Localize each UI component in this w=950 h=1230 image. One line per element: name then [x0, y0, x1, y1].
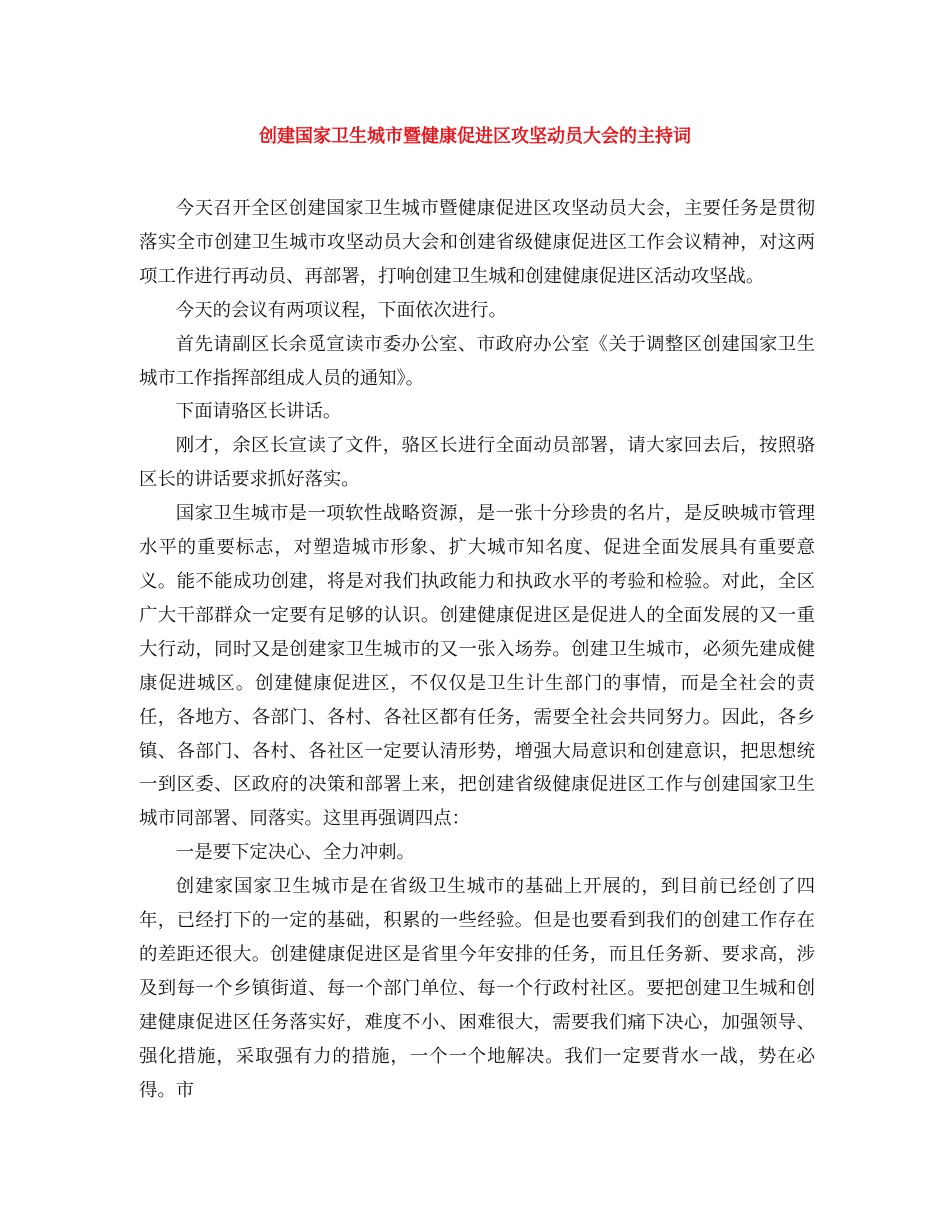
- paragraph: 创建家国家卫生城市是在省级卫生城市的基础上开展的，到目前已经创了四年，已经打下的一定的基础，积累的一些经验。但是也要看到我们的创建工作存在的差距还很大。创建健康促进区是省里今年安排的任务，而且任务新、要求高，涉及到每一个乡镇街道、每一个部门单位、每一个行政村社区。要把创建卫生城和创建健康促进区任务落实好，难度不小、困难很大，需要我们痛下决心，加强领导、强化措施，采取强有力的措施，一个一个地解决。我们一定要背水一战，势在必得。市: [139, 876, 815, 1101]
- paragraph: 今天召开全区创建国家卫生城市暨健康促进区攻坚动员大会，主要任务是贯彻落实全市创建卫生城市攻坚动员大会和创建省级健康促进区工作会议精神，对这两项工作进行再动员、再部署，打响创建卫生城和创建健康促进区活动攻坚战。: [139, 198, 815, 287]
- paragraph: 首先请副区长余觅宣读市委办公室、市政府办公室《关于调整区创建国家卫生城市工作指挥部组成人员的通知》。: [139, 333, 815, 389]
- paragraph: 国家卫生城市是一项软性战略资源，是一张十分珍贵的名片，是反映城市管理水平的重要标志，对塑造城市形象、扩大城市知名度、促进全面发展具有重要意义。能不能成功创建，将是对我们执政能力和执政水平的考验和检验。对此，全区广大干部群众一定要有足够的认识。创建健康促进区是促进人的全面发展的又一重大行动，同时又是创建家卫生城市的又一张入场券。创建卫生城市，必须先建成健康促进城区。创建健康促进区，不仅仅是卫生计生部门的事情，而是全社会的责任，各地方、各部门、各村、各社区都有任务，需要全社会共同努力。因此，各乡镇、各部门、各村、各社区一定要认清形势，增强大局意识和创建意识，把思想统一到区委、区政府的决策和部署上来，把创建省级健康促进区工作与创建国家卫生城市同部署、同落实。这里再强调四点：: [139, 503, 815, 830]
- paragraph: 下面请骆区长讲话。: [175, 401, 342, 423]
- document-title: 创建国家卫生城市暨健康促进区攻坚动员大会的主持词: [259, 126, 691, 147]
- paragraph: 今天的会议有两项议程，下面依次进行。: [175, 299, 507, 321]
- document-body: [139, 192, 815, 1107]
- paragraph: 一是要下定决心、全力冲刺。: [175, 842, 415, 864]
- paragraph: 刚才，余区长宣读了文件，骆区长进行全面动员部署，请大家回去后，按照骆区长的讲话要求抓好落实。: [139, 435, 815, 491]
